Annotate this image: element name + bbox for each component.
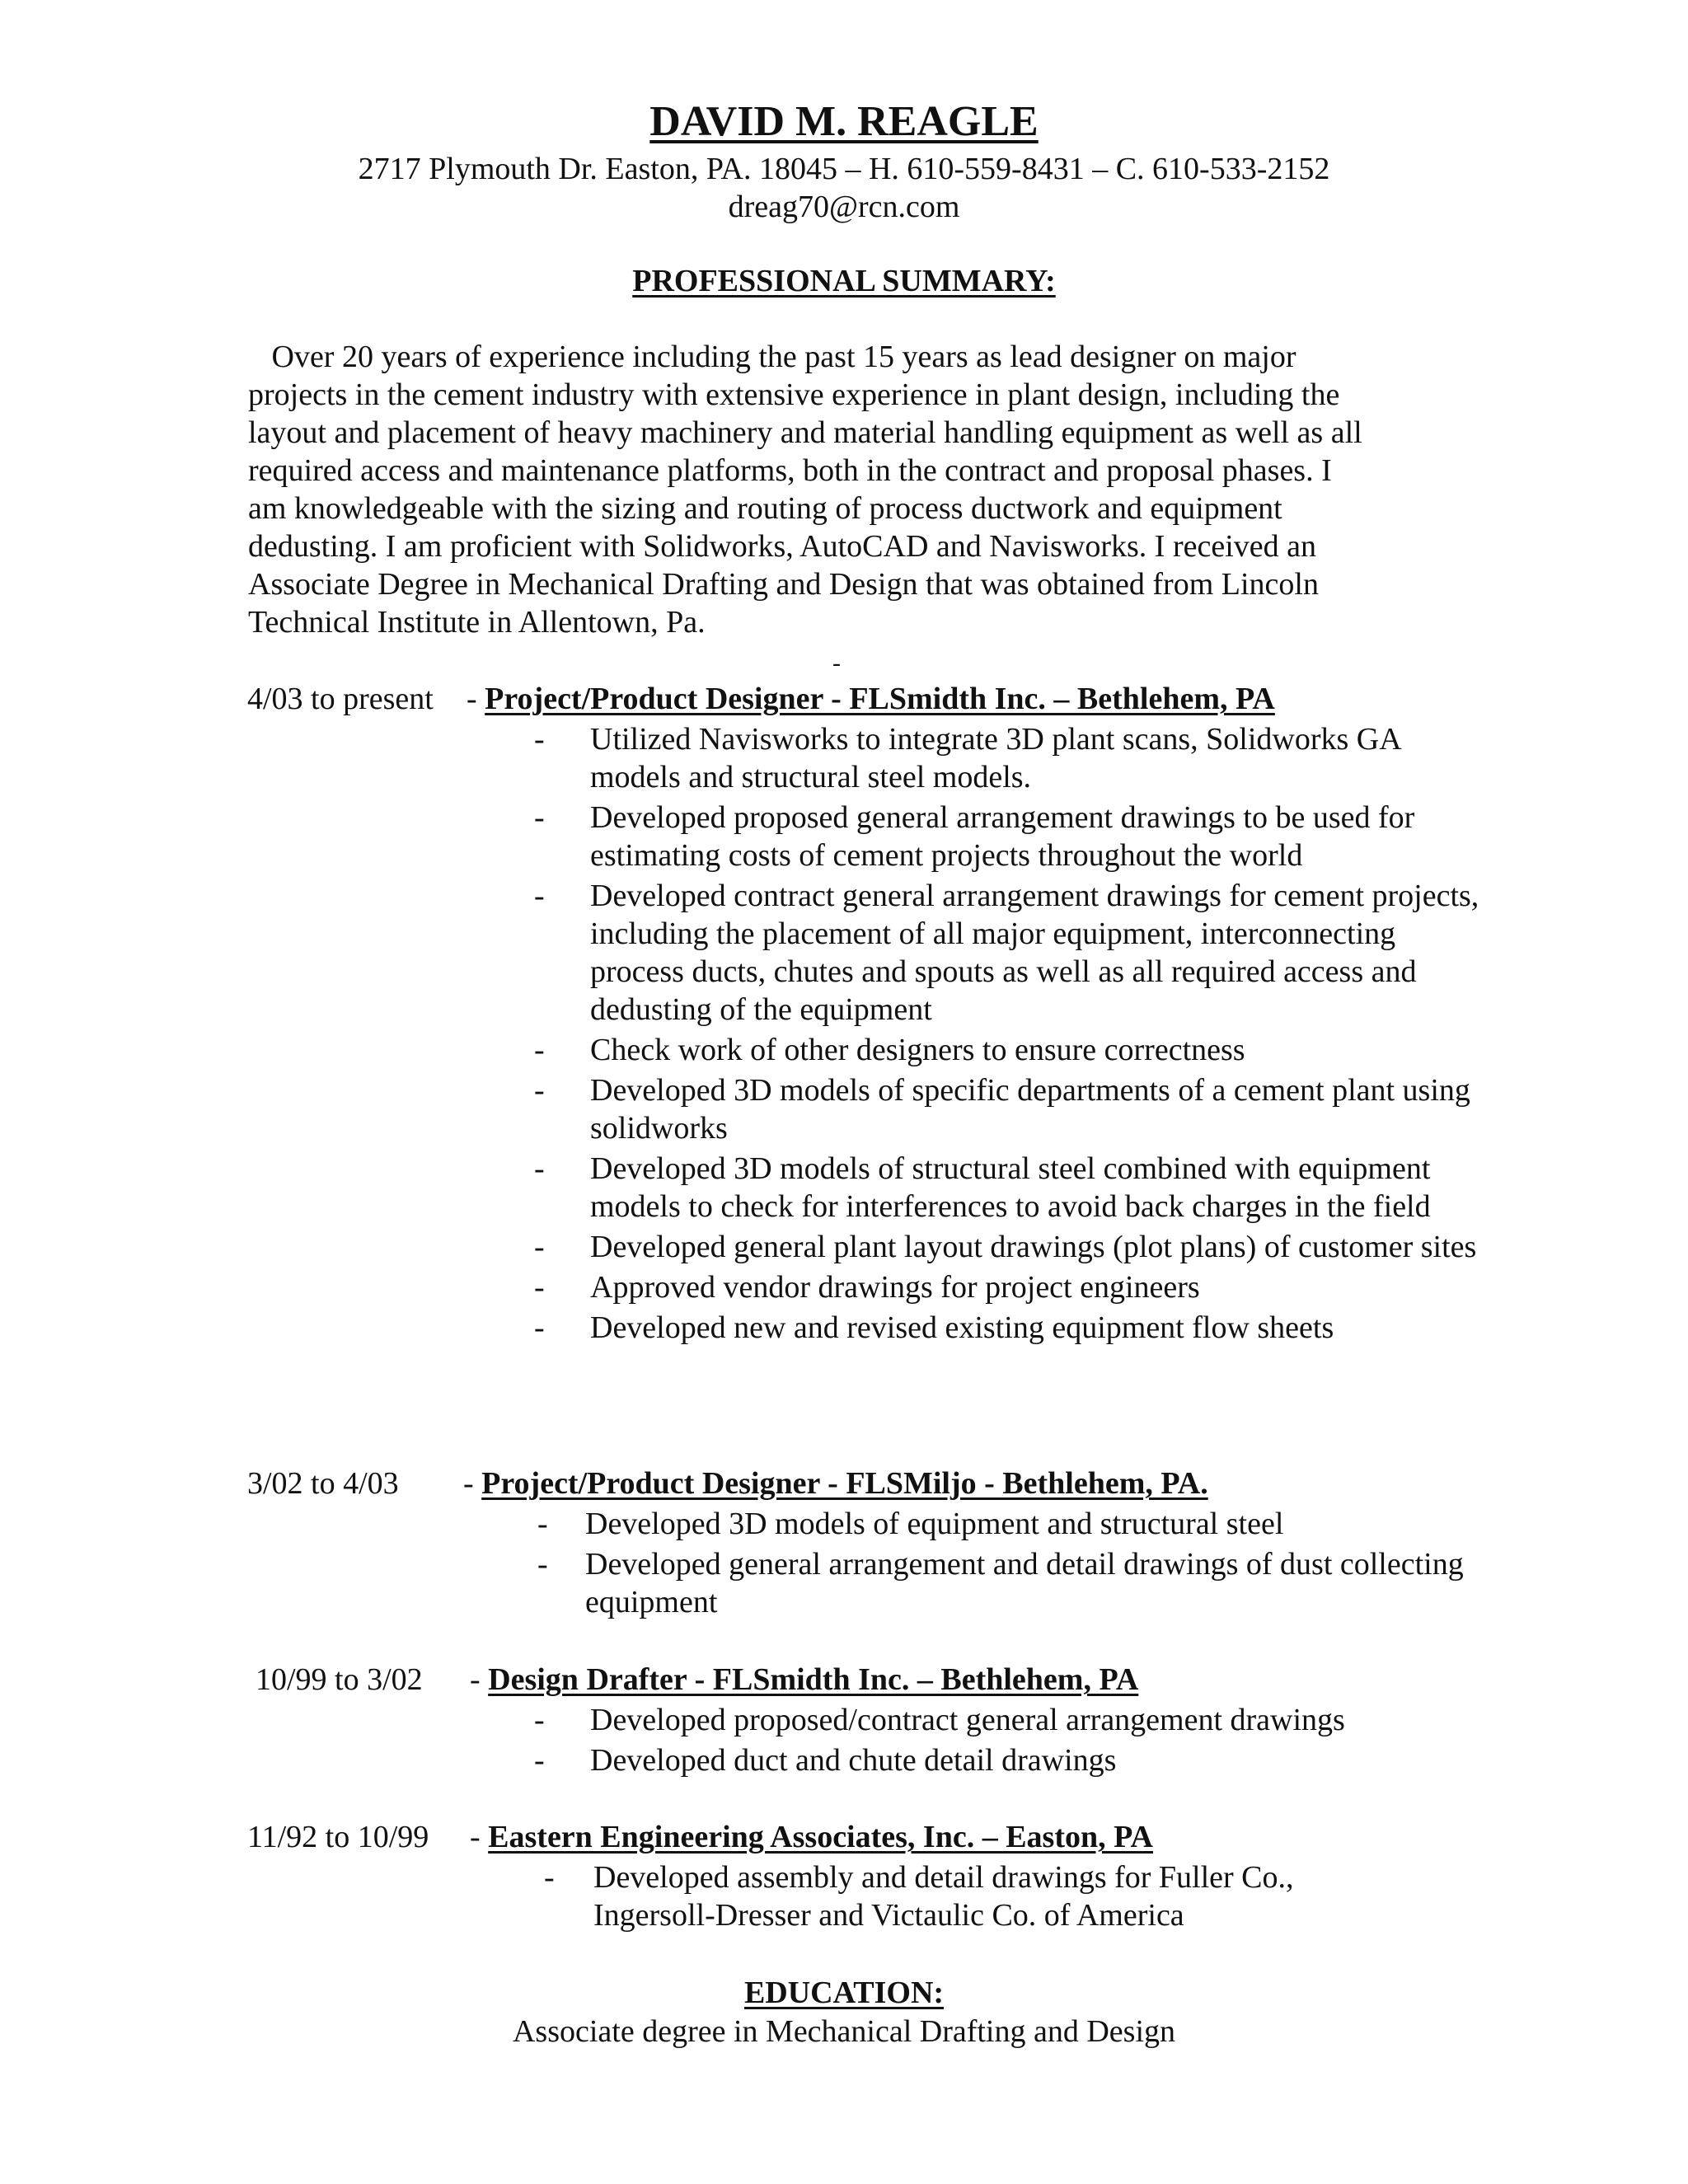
list-item: - Utilized Navisworks to integrate 3D plant scans, Solidworks GA models and structural steel models. (534, 722, 1400, 794)
list-item: - Developed new and revised existing equipment flow sheets (534, 1310, 1334, 1345)
summary-line: required access and maintenance platforms, both in the contract and proposal phases. I (248, 453, 1332, 488)
job-bullets (534, 720, 1490, 1349)
list-item: - Developed duct and chute detail drawings (534, 1743, 1117, 1778)
job-title: - Design Drafter - FLSmidth Inc. – Bethlehem, PA (470, 1662, 1139, 1697)
summary-line: projects in the cement industry with extensive experience in plant design, including the (248, 377, 1340, 412)
job-dates: 10/99 to 3/02 (256, 1662, 423, 1697)
education-degree: Associate degree in Mechanical Drafting and Design (512, 2014, 1176, 2049)
summary-line: Technical Institute in Allentown, Pa. (248, 605, 706, 640)
job-bullets (534, 1701, 1490, 1782)
list-item: - Developed contract general arrangement drawings for cement projects, including the placement of all major equipment, interconnecting process ducts, chutes and spouts as well as all required access and dedusting of the equipment (534, 879, 1479, 1027)
job-title: - Eastern Engineering Associates, Inc. – Easton, PA (470, 1820, 1153, 1854)
summary-line: layout and placement of heavy machinery and material handling equipment as well as all (248, 415, 1362, 450)
summary-heading: PROFESSIONAL SUMMARY: (632, 264, 1056, 298)
list-item: - Developed proposed general arrangement drawings to be used for estimating costs of cement projects throughout the world (534, 800, 1415, 873)
job-dates: 3/02 to 4/03 (247, 1466, 399, 1501)
list-item: - Developed general arrangement and detail drawings of dust collecting equipment (537, 1547, 1464, 1619)
job-bullets (544, 1858, 1385, 1937)
list-item: - Approved vendor drawings for project engineers (534, 1270, 1200, 1305)
summary-line: Associate Degree in Mechanical Drafting and Design that was obtained from Lincoln (248, 567, 1319, 602)
job-dates: 11/92 to 10/99 (247, 1820, 429, 1854)
summary-line: dedusting. I am proficient with Solidworks, AutoCAD and Navisworks. I received an (248, 529, 1316, 564)
job-title: - Project/Product Designer - FLSmidth Inc. – Bethlehem, PA (467, 682, 1275, 716)
summary-line: am knowledgeable with the sizing and routing of process ductwork and equipment (248, 491, 1282, 526)
stray-mark: - (832, 649, 841, 677)
job-bullets (537, 1505, 1493, 1624)
resume-name: DAVID M. REAGLE (649, 98, 1039, 145)
list-item: - Check work of other designers to ensure correctness (534, 1033, 1245, 1067)
job-dates: 4/03 to present (247, 682, 434, 716)
contact-email: dreag70@rcn.com (728, 190, 960, 224)
summary-paragraph (248, 338, 1435, 641)
list-item: - Developed 3D models of specific departments of a cement plant using solidworks (534, 1073, 1470, 1146)
list-item: - Developed 3D models of equipment and structural steel (537, 1507, 1284, 1541)
summary-line: Over 20 years of experience including the past 15 years as lead designer on major (248, 340, 1296, 374)
education-heading: EDUCATION: (743, 1975, 945, 2010)
list-item: - Developed general plant layout drawings (plot plans) of customer sites (534, 1230, 1477, 1264)
contact-address-phone: 2717 Plymouth Dr. Easton, PA. 18045 – H. 610-559-8431 – C. 610-533-2152 (358, 152, 1330, 186)
list-item: - Developed 3D models of structural steel combined with equipment models to check for interferences to avoid back charges in the field (534, 1151, 1431, 1224)
list-item: - Developed proposed/contract general arrangement drawings (534, 1703, 1345, 1737)
job-title: - Project/Product Designer - FLSMiljo - Bethlehem, PA. (463, 1466, 1208, 1501)
list-item: - Developed assembly and detail drawings for Fuller Co., Ingersoll-Dresser and Victaulic Co. of America (544, 1860, 1294, 1933)
